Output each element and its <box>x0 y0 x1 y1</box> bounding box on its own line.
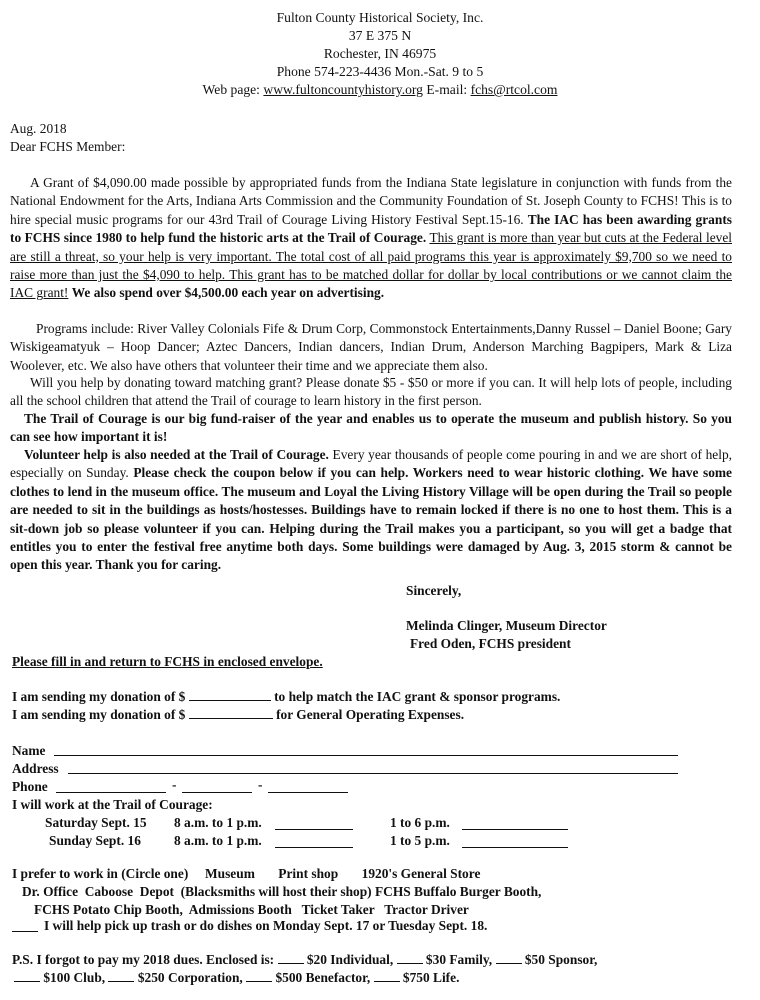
phone-dash-2: - <box>258 777 263 792</box>
address-label: Address <box>12 761 59 776</box>
signer-director: Melinda Clinger, Museum Director <box>406 618 607 633</box>
salutation: Dear FCHS Member: <box>10 139 126 154</box>
iac-history-text: The IAC has been awarding grants to FCHS since 1980 to help fund the historic arts at the Trail of Courage. <box>10 211 732 246</box>
advertising-text: We also spend over $4,500.00 each year on advertising. <box>71 285 385 301</box>
dues-family-blank[interactable] <box>397 952 423 964</box>
dues-life-label: $750 Life. <box>402 970 460 985</box>
address-field[interactable] <box>68 759 678 774</box>
name-field[interactable] <box>54 741 678 756</box>
phone-line-field[interactable] <box>268 778 348 793</box>
letterhead <box>0 9 760 99</box>
saturday-morning-label: 8 a.m. to 1 p.m. <box>174 815 262 830</box>
phone-prefix-field[interactable] <box>182 778 252 793</box>
phone-label: Phone <box>12 779 48 794</box>
web-email-line <box>0 81 760 99</box>
dues-sponsor-blank[interactable] <box>496 952 522 964</box>
coupon-instruction: Please fill in and return to FCHS in enclosed envelope. <box>12 654 323 669</box>
phone-area-field[interactable] <box>56 778 166 793</box>
org-city: Rochester, IN 46975 <box>323 46 437 61</box>
donation-general-suffix: for General Operating Expenses. <box>276 707 465 722</box>
letter-opening <box>10 120 125 156</box>
sunday-morning-label: 8 a.m. to 1 p.m. <box>174 833 262 848</box>
donation-general-prefix: I am sending my donation of $ <box>12 707 186 722</box>
work-label: I will work at the Trail of Courage: <box>12 797 213 812</box>
grant-text: A Grant of $4,090.00 made possible by appropriated funds from the Indiana State legislature in conjunction with funds from the National Endowment for the Arts, Indiana Arts Commission and the Community Foundation of St. Joseph County to FCHS! This is to hire special music programs for our 43rd Trail of Courage Living History Festival Sept.15-16. <box>10 175 732 227</box>
volunteer-plain-text: Every year thousands of people come pouring in and we are short of help, especially on Sunday. <box>10 447 732 481</box>
email-label: E-mail: <box>426 82 468 97</box>
volunteer-heading-text: Volunteer help is also needed at the Trail of Courage. <box>24 447 329 462</box>
saturday-morning-field[interactable] <box>275 815 353 830</box>
sunday-afternoon-field[interactable] <box>462 833 568 848</box>
signer-president: Fred Oden, FCHS president <box>410 636 571 651</box>
sunday-afternoon-label: 1 to 5 p.m. <box>390 833 450 848</box>
paragraph-fundraiser <box>10 410 732 447</box>
ps-prefix: P.S. I forgot to pay my 2018 dues. Enclosed is: <box>12 952 275 967</box>
ps-dues-line-2 <box>14 970 754 986</box>
letter-date: Aug. 2018 <box>10 121 67 136</box>
org-street: 37 E 375 N <box>348 28 412 43</box>
name-label: Name <box>12 743 46 758</box>
paragraph-grant <box>10 174 732 303</box>
dues-individual-blank[interactable] <box>278 952 304 964</box>
saturday-afternoon-label: 1 to 6 p.m. <box>390 815 450 830</box>
dues-life-blank[interactable] <box>374 970 400 982</box>
ps-dues-line-1 <box>12 952 752 968</box>
dues-corporation-label: $250 Corporation, <box>137 970 243 985</box>
grant-underlined-text: This grant is more than year but cuts at the Federal level are still a threat, so your help is very important. The total cost of all paid programs this year is approximately $9,700 so we need to raise more than just the $4,090 to help. This grant has to be matched dollar for dollar by local contributions or we cannot claim the IAC grant! <box>10 230 732 301</box>
dues-corporation-blank[interactable] <box>108 970 134 982</box>
prefer-line-3: FCHS Potato Chip Booth, Admissions Booth Ticket Taker Tractor Driver <box>34 902 469 917</box>
paragraph-volunteer <box>10 446 732 575</box>
prefer-line-2: Dr. Office Caboose Depot (Blacksmiths will host their shop) FCHS Buffalo Burger Booth, <box>22 884 542 899</box>
dues-benefactor-blank[interactable] <box>246 970 272 982</box>
dues-club-blank[interactable] <box>14 970 40 982</box>
donation-grant-prefix: I am sending my donation of $ <box>12 689 186 704</box>
prefer-line-1: I prefer to work in (Circle one) Museum Print shop 1920's General Store <box>12 866 481 881</box>
sunday-morning-field[interactable] <box>275 833 353 848</box>
web-link[interactable]: www.fultoncountyhistory.org <box>263 82 423 97</box>
org-name: Fulton County Historical Society, Inc. <box>276 10 484 25</box>
donation-grant-line <box>12 689 560 705</box>
closing: Sincerely, <box>406 583 462 598</box>
email-link[interactable]: fchs@rtcol.com <box>470 82 558 97</box>
dues-benefactor-label: $500 Benefactor, <box>275 970 371 985</box>
paragraph-programs <box>10 320 732 375</box>
dues-sponsor-label: $50 Sponsor, <box>524 952 598 967</box>
dues-family-label: $30 Family, <box>425 952 493 967</box>
org-phone: Phone 574-223-4436 Mon.-Sat. 9 to 5 <box>276 64 484 79</box>
donation-general-amount-field[interactable] <box>189 707 273 719</box>
volunteer-bold-text: Please check the coupon below if you can help. Workers need to wear historic clothing. We have some clothes to lend in the museum office. The museum and Loyal the Living History Village will be open during the Trail so people are needed to sit in the buildings as hosts/hostesses. Buildings have to remain locked if there is no one to host them. This is a sit-down job so please volunteer if you can. Helping during the Trail makes you a participant, so you will get a badge that entitles you to enter the festival free anytime both days. Some buildings were damaged by Aug. 3, 2015 storm & cannot be open this year. Thank you for caring. <box>10 465 732 573</box>
programs-text: Programs include: River Valley Colonials Fife & Drum Corp, Commonstock Entertainments,Danny Russel – Daniel Boone; Gary Wiskigeamatyuk – Hoop Dancer; Aztec Dancers, Indian dancers, Indian Drum, Anderson Marching Bagpipers, Mark & Liza Woolever, etc. We also have others that volunteer their time and we appreciate them also. <box>10 321 732 373</box>
trash-line: I will help pick up trash or do dishes on Monday Sept. 17 or Tuesday Sept. 18. <box>44 918 488 933</box>
sunday-label: Sunday Sept. 16 <box>49 833 141 848</box>
phone-dash-1: - <box>172 777 177 792</box>
trash-checkbox-blank[interactable] <box>12 919 38 932</box>
web-label: Web page: <box>202 82 260 97</box>
donate-text: Will you help by donating toward matching grant? Please donate $5 - $50 or more if you can. It will help lots of people, including all the school children that attend the Trail of courage to learn history in the first person. <box>10 375 732 409</box>
dues-individual-label: $20 Individual, <box>306 952 394 967</box>
donation-general-line <box>12 707 464 723</box>
donation-grant-suffix: to help match the IAC grant & sponsor programs. <box>274 689 561 704</box>
donation-grant-amount-field[interactable] <box>189 689 271 701</box>
saturday-afternoon-field[interactable] <box>462 815 568 830</box>
saturday-label: Saturday Sept. 15 <box>45 815 147 830</box>
dues-club-label: $100 Club, <box>43 970 106 985</box>
paragraph-donate <box>10 374 732 411</box>
fundraiser-text: The Trail of Courage is our big fund-raiser of the year and enables us to operate the museum and publish history. So you can see how important it is! <box>10 411 732 445</box>
